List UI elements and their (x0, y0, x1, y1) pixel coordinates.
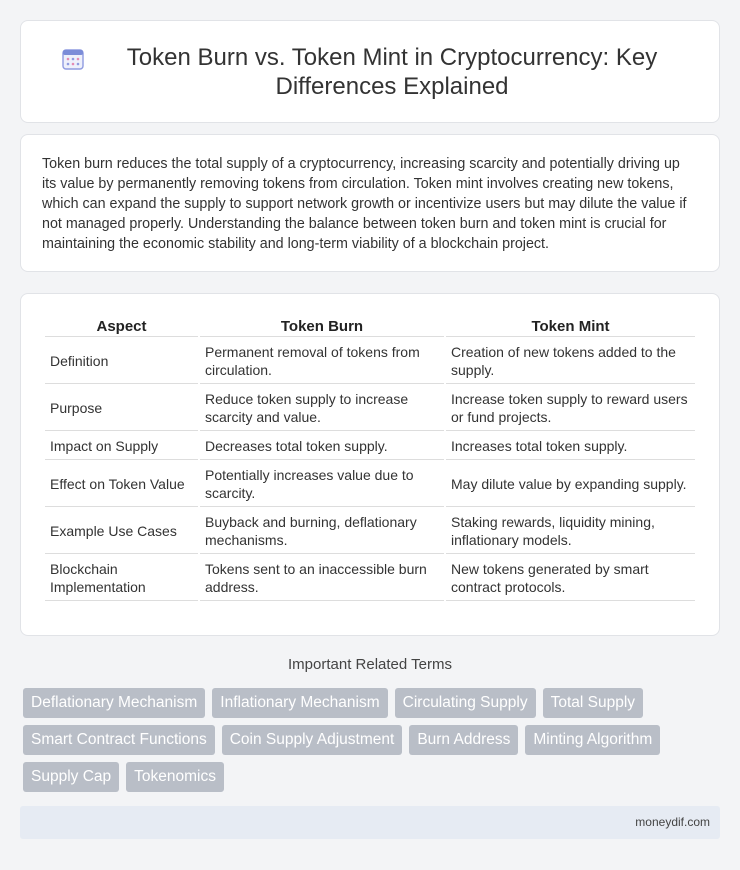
table-cell: Potentially increases value due to scarcity. (200, 462, 444, 507)
footer-site-link[interactable]: moneydif.com (635, 815, 710, 829)
table-cell: Decreases total token supply. (200, 433, 444, 460)
table-cell: Increases total token supply. (446, 433, 695, 460)
intro-card (20, 134, 720, 272)
tag-burn-address[interactable]: Burn Address (409, 725, 518, 755)
footer (20, 806, 720, 839)
table-cell: Definition (45, 339, 198, 384)
table-cell: New tokens generated by smart contract protocols. (446, 556, 695, 601)
table-row (45, 462, 695, 507)
tag-smart-contract-functions[interactable]: Smart Contract Functions (23, 725, 215, 755)
table-row (45, 556, 695, 601)
tag-supply-cap[interactable]: Supply Cap (23, 762, 119, 792)
table-cell: Tokens sent to an inaccessible burn address. (200, 556, 444, 601)
table-cell: Buyback and burning, deflationary mechanisms. (200, 509, 444, 554)
intro-text: Token burn reduces the total supply of a cryptocurrency, increasing scarcity and potentially driving up its value by permanently removing tokens from circulation. Token mint involves creating new tokens, which can expand the supply to support network growth or incentivize users but may dilute the value if not managed properly. Understanding the balance between token burn and token mint is crucial for maintaining the economic stability and long-term viability of a blockchain project. (42, 156, 687, 252)
table-cell: Increase token supply to reward users or fund projects. (446, 386, 695, 431)
table-cell: Reduce token supply to increase scarcity and value. (200, 386, 444, 431)
header-aspect: Aspect (45, 316, 198, 337)
table-row (45, 433, 695, 460)
table-cell: Permanent removal of tokens from circulation. (200, 339, 444, 384)
table-cell: Creation of new tokens added to the supply. (446, 339, 695, 384)
table-cell: Staking rewards, liquidity mining, inflationary models. (446, 509, 695, 554)
table-cell: Purpose (45, 386, 198, 431)
page-title: Token Burn vs. Token Mint in Cryptocurrency: Key Differences Explained (126, 43, 658, 100)
table-cell: Example Use Cases (45, 509, 198, 554)
title-wrap (21, 43, 719, 101)
table-row (45, 509, 695, 554)
tag-minting-algorithm[interactable]: Minting Algorithm (525, 725, 660, 755)
tag-deflationary-mechanism[interactable]: Deflationary Mechanism (23, 688, 205, 718)
table-cell: Impact on Supply (45, 433, 198, 460)
related-terms-heading: Important Related Terms (288, 656, 452, 673)
tag-total-supply[interactable]: Total Supply (543, 688, 643, 718)
tag-coin-supply-adjustment[interactable]: Coin Supply Adjustment (222, 725, 403, 755)
header-token-burn: Token Burn (200, 316, 444, 337)
tag-circulating-supply[interactable]: Circulating Supply (395, 688, 536, 718)
related-terms-tags (23, 688, 703, 792)
table-cell: Blockchain Implementation (45, 556, 198, 601)
comparison-table (43, 314, 697, 603)
table-header-row (45, 316, 695, 337)
tag-inflationary-mechanism[interactable]: Inflationary Mechanism (212, 688, 387, 718)
table-row (45, 386, 695, 431)
table-cell: Effect on Token Value (45, 462, 198, 507)
table-cell: May dilute value by expanding supply. (446, 462, 695, 507)
title-card (20, 20, 720, 123)
table-row (45, 339, 695, 384)
calendar-icon (61, 47, 85, 71)
header-token-mint: Token Mint (446, 316, 695, 337)
comparison-card (20, 293, 720, 636)
tag-tokenomics[interactable]: Tokenomics (126, 762, 224, 792)
